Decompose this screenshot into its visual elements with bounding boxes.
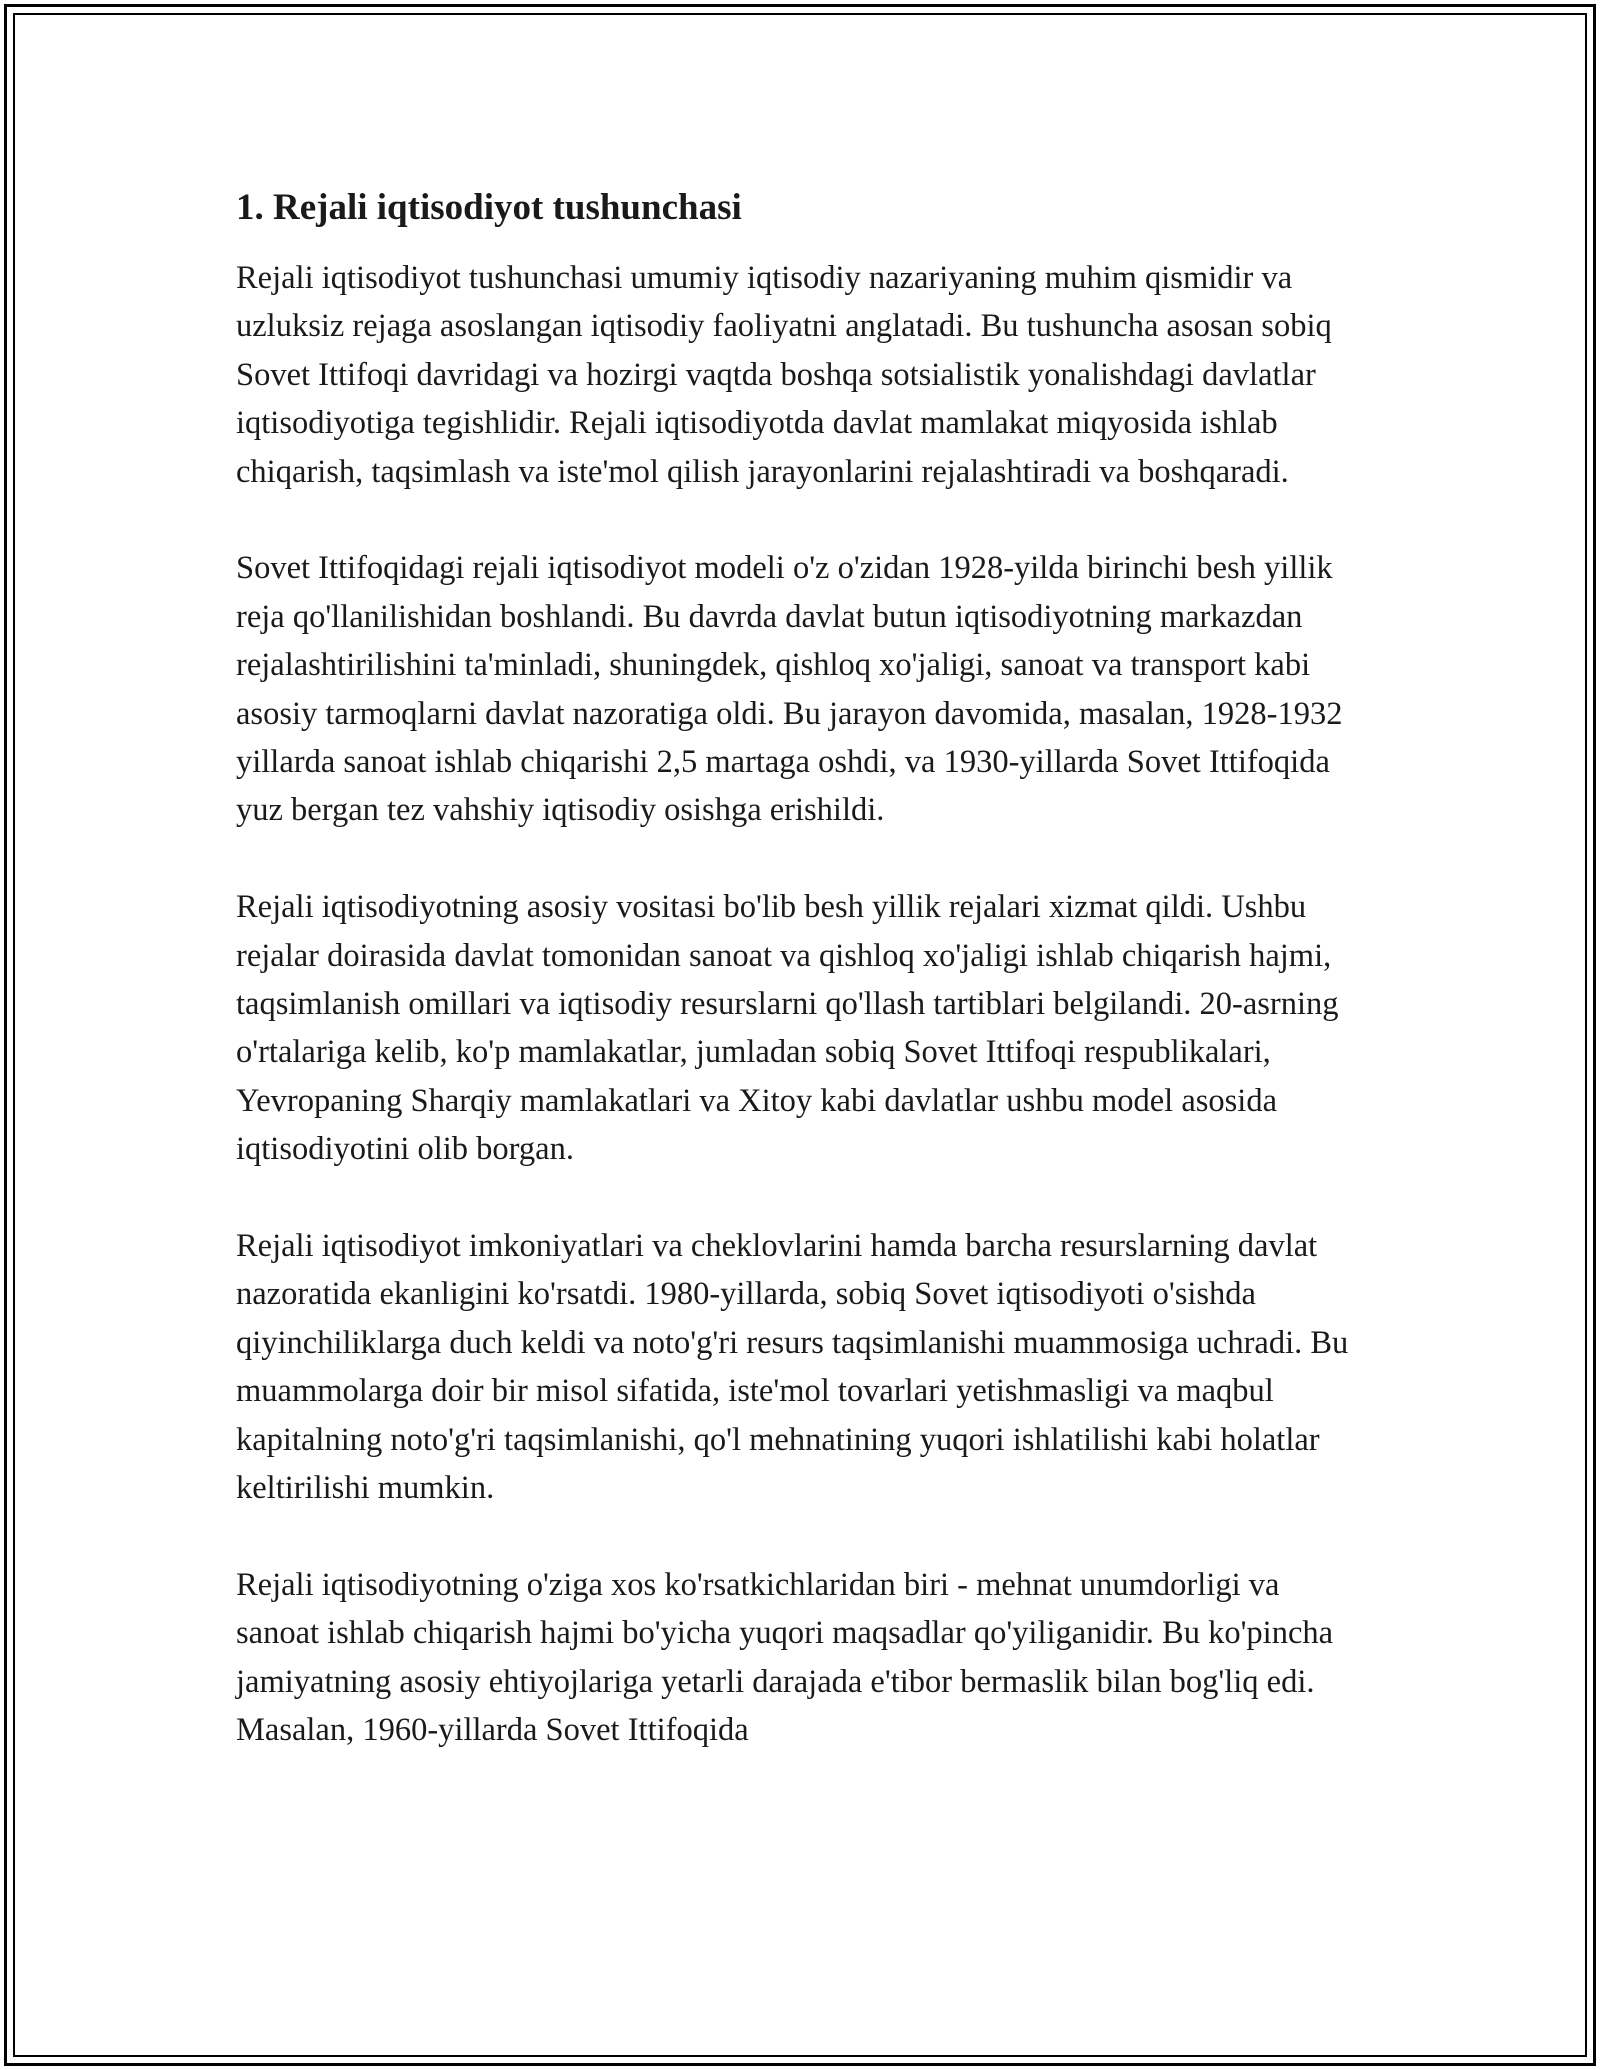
paragraph-3: Rejali iqtisodiyotning asosiy vositasi bo'lib besh yillik rejalari xizmat qildi. Ushbu rejalar doirasida davlat tomonidan sanoat va qishloq xo'jaligi ishlab chiqarish hajmi, taqsimlanish omillari va iqtisodiy resurslarni qo'llash tartiblari belgilandi. 20-asrning o'rtalariga kelib, ko'p mamlakatlar, jumladan sobiq Sovet Ittifoqi respublikalari, Yevropaning Sharqiy mamlakatlari va Xitoy kabi davlatlar ushbu model asosida iqtisodiyotini olib borgan.: [236, 889, 1339, 1168]
paragraph-2: Sovet Ittifoqidagi rejali iqtisodiyot modeli o'z o'zidan 1928-yilda birinchi besh yillik reja qo'llanilishidan boshlandi. Bu davrda davlat butun iqtisodiyotning markazdan rejalashtirilishini ta'minladi, shuningdek, qishloq xo'jaligi, sanoat va transport kabi asosiy tarmoqlarni davlat nazoratiga oldi. Bu jarayon davomida, masalan, 1928-1932 yillarda sanoat ishlab chiqarishi 2,5 martaga oshdi, va 1930-yillarda Sovet Ittifoqida yuz bergan tez vahshiy iqtisodiy osishga erishildi.: [236, 550, 1343, 829]
section-heading: 1. Rejali iqtisodiyot tushunchasi: [236, 187, 742, 228]
paragraph-1: Rejali iqtisodiyot tushunchasi umumiy iqtisodiy nazariyaning muhim qismidir va uzluksiz rejaga asoslangan iqtisodiy faoliyatni anglatadi. Bu tushuncha asosan sobiq Sovet Ittifoqi davridagi va hozirgi vaqtda boshqa sotsialistik yonalishdagi davlatlar iqtisodiyotiga tegishlidir. Rejali iqtisodiyotda davlat mamlakat miqyosida ishlab chiqarish, taqsimlash va iste'mol qilish jarayonlarini rejalashtiradi va boshqaradi.: [236, 260, 1332, 490]
document-body: [236, 184, 1366, 1803]
paragraph-5: Rejali iqtisodiyotning o'ziga xos ko'rsatkichlaridan biri - mehnat unumdorligi va sanoat ishlab chiqarish hajmi bo'yicha yuqori maqsadlar qo'yiliganidir. Bu ko'pincha jamiyatning asosiy ehtiyojlariga yetarli darajada e'tibor bermaslik bilan bog'liq edi. Masalan, 1960-yillarda Sovet Ittifoqida: [236, 1566, 1334, 1749]
paragraph-4: Rejali iqtisodiyot imkoniyatlari va cheklovlarini hamda barcha resurslarning davlat nazoratida ekanligini ko'rsatdi. 1980-yillarda, sobiq Sovet iqtisodiyoti o'sishda qiyinchiliklarga duch keldi va noto'g'ri resurs taqsimlanishi muammosiga uchradi. Bu muammolarga doir bir misol sifatida, iste'mol tovarlari yetishmasligi va maqbul kapitalning noto'g'ri taqsimlanishi, qo'l mehnatining yuqori ishlatilishi kabi holatlar keltirilishi mumkin.: [236, 1228, 1349, 1507]
